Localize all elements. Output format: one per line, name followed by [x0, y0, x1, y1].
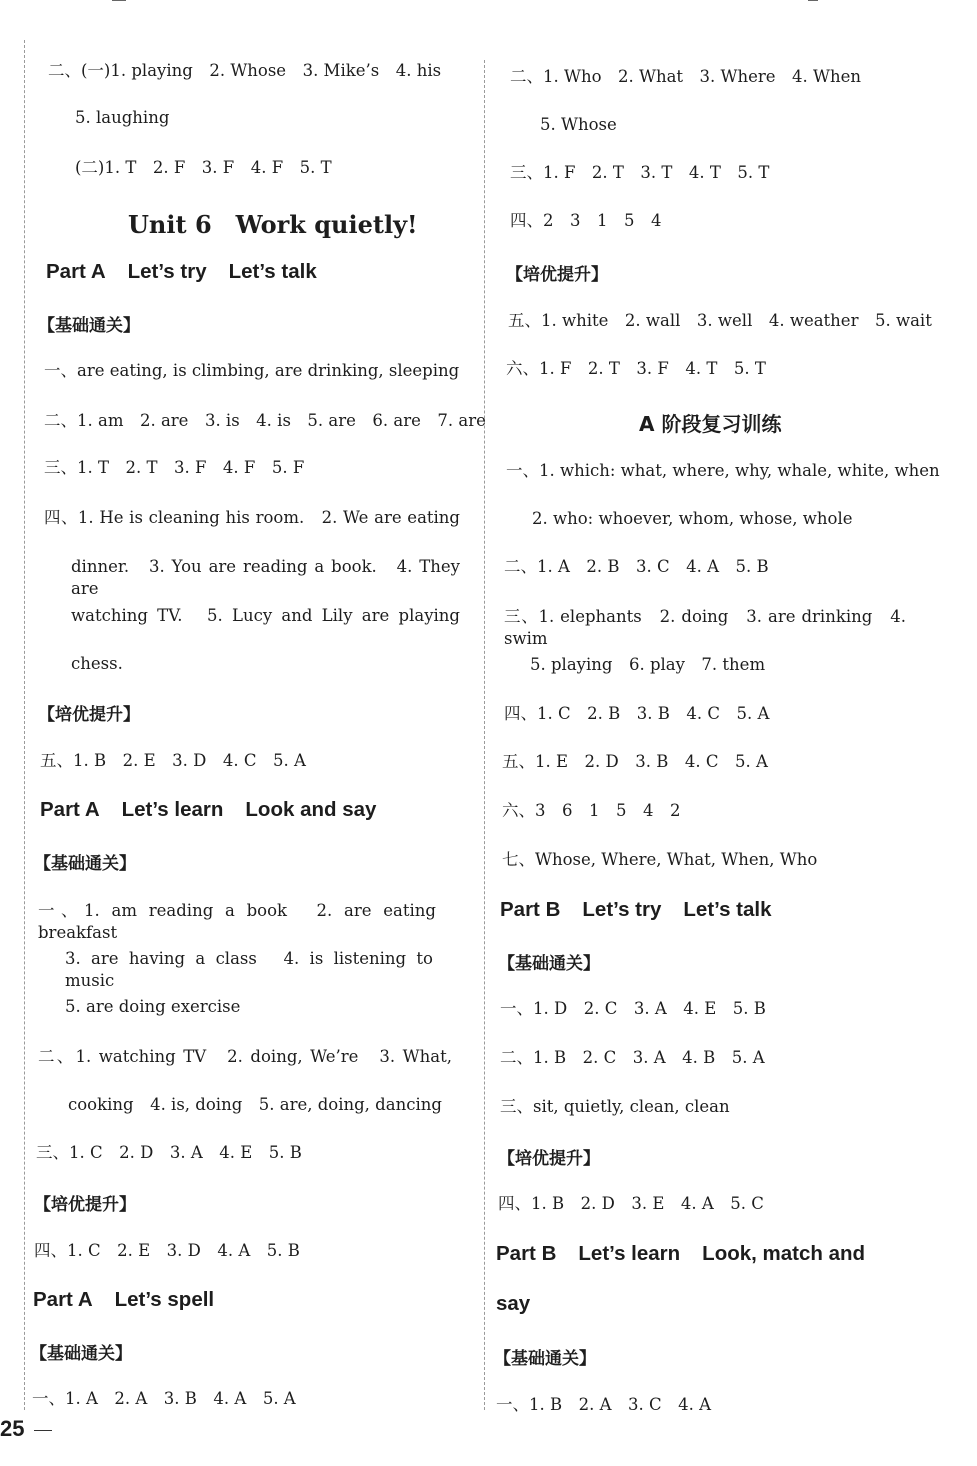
part-sub: Let’s talk: [228, 260, 317, 283]
basic-tag: 【基础通关】: [34, 854, 136, 874]
answer-line: 五、1. E 2. D 3. B 4. C 5. A: [502, 752, 768, 771]
answer-line: 二、1. B 2. C 3. A 4. B 5. A: [500, 1048, 765, 1067]
answer-line: 六、3 6 1 5 4 2: [502, 801, 681, 820]
answer-line: 三、1. T 2. T 3. F 4. F 5. F: [44, 458, 305, 477]
answer-line: 四、2 3 1 5 4: [510, 211, 662, 230]
basic-tag: 【基础通关】: [494, 1349, 596, 1369]
answer-line: 5. laughing: [75, 108, 170, 127]
page-number: 25: [0, 1416, 25, 1441]
advanced-tag: 【培优提升】: [506, 265, 608, 285]
answer-line: 一、1. D 2. C 3. A 4. E 5. B: [500, 999, 766, 1018]
section-heading: [33, 1288, 236, 1312]
column-divider: [484, 60, 485, 1410]
answer-line: 5. playing 6. play 7. them: [530, 655, 766, 674]
section-heading-continued: say: [496, 1292, 531, 1315]
review-title: A 阶段复习训练: [639, 412, 782, 436]
section-heading: [500, 898, 794, 922]
part-sub: Look and say: [245, 798, 377, 821]
answer-line: 二、1. am 2. are 3. is 4. is 5. are 6. are 7. are: [44, 411, 486, 430]
advanced-tag: 【培优提升】: [38, 705, 140, 725]
part-label: Part B: [500, 898, 561, 921]
answer-line: watching TV. 5. Lucy and Lily are playing: [71, 606, 460, 625]
answer-line: 二、1. Who 2. What 3. Where 4. When: [510, 67, 862, 86]
part-label: Part A: [46, 260, 106, 283]
part-sub: Let’s learn: [121, 798, 224, 821]
answer-line: 5. are doing exercise: [65, 997, 241, 1016]
answer-line: 三、1. F 2. T 3. T 4. T 5. T: [510, 163, 770, 182]
basic-tag: 【基础通关】: [30, 1344, 132, 1364]
answer-line: 四、1. C 2. E 3. D 4. A 5. B: [34, 1241, 300, 1260]
section-heading: [46, 260, 339, 284]
page-number-dash: [34, 1430, 52, 1431]
part-sub: Look, match and: [702, 1242, 866, 1265]
answer-line: 四、1. B 2. D 3. E 4. A 5. C: [498, 1194, 764, 1213]
answer-line: 2. who: whoever, whom, whose, whole: [532, 509, 853, 528]
section-heading: [496, 1242, 887, 1266]
answer-line: 四、1. C 2. B 3. B 4. C 5. A: [504, 704, 770, 723]
part-label: Part A: [33, 1288, 93, 1311]
advanced-tag: 【培优提升】: [34, 1195, 136, 1215]
part-label: Part B: [496, 1242, 557, 1265]
part-sub: Let’s talk: [683, 898, 772, 921]
answer-line: 一、1. which: what, where, why, whale, white, when: [506, 461, 940, 480]
part-sub: Let’s try: [127, 260, 207, 283]
part-label: Part A: [40, 798, 100, 821]
answer-line: 一、1. A 2. A 3. B 4. A 5. A: [32, 1389, 296, 1408]
section-heading: [40, 798, 398, 822]
answer-line: (二)1. T 2. F 3. F 4. F 5. T: [75, 158, 332, 177]
answer-line: 五、1. white 2. wall 3. well 4. weather 5. wait: [508, 311, 932, 330]
answer-line: 五、1. B 2. E 3. D 4. C 5. A: [40, 751, 306, 770]
answer-line: 四、1. He is cleaning his room. 2. We are eating: [44, 508, 460, 527]
part-sub: Let’s spell: [114, 1288, 215, 1311]
answer-line: 3. are having a class 4. is listening to music: [65, 949, 433, 990]
answer-line: 二、1. A 2. B 3. C 4. A 5. B: [504, 557, 769, 576]
answer-line: 二、1. watching TV 2. doing, We’re 3. What,: [38, 1047, 452, 1066]
answer-line: 三、1. C 2. D 3. A 4. E 5. B: [36, 1143, 302, 1162]
answer-line: chess.: [71, 654, 123, 673]
answer-line: 5. Whose: [540, 115, 617, 134]
basic-tag: 【基础通关】: [38, 316, 140, 336]
basic-tag: 【基础通关】: [498, 954, 600, 974]
top-edge-mark-right: [808, 0, 818, 1]
advanced-tag: 【培优提升】: [498, 1149, 600, 1169]
answer-line: 一、are eating, is climbing, are drinking, sleeping: [44, 361, 460, 380]
left-margin-divider: [24, 40, 25, 1410]
top-edge-mark-left: [112, 0, 126, 1]
answer-line: 一、1. am reading a book 2. are eating breakfast: [38, 901, 436, 942]
answer-line: 六、1. F 2. T 3. F 4. T 5. T: [506, 359, 766, 378]
answer-line: dinner. 3. You are reading a book. 4. They are: [71, 557, 460, 598]
answer-line: 三、sit, quietly, clean, clean: [500, 1097, 730, 1116]
answer-line: 二、(一)1. playing 2. Whose 3. Mike’s 4. his: [48, 61, 442, 80]
answer-line: 一、1. B 2. A 3. C 4. A: [496, 1395, 712, 1414]
answer-line: cooking 4. is, doing 5. are, doing, dancing: [68, 1095, 442, 1114]
answer-line: 七、Whose, Where, What, When, Who: [502, 850, 818, 869]
answer-line: 三、1. elephants 2. doing 3. are drinking 4. swim: [504, 607, 906, 648]
part-sub: Let’s learn: [578, 1242, 681, 1265]
part-sub: Let’s try: [582, 898, 662, 921]
unit-title: Unit 6 Work quietly!: [128, 210, 418, 239]
